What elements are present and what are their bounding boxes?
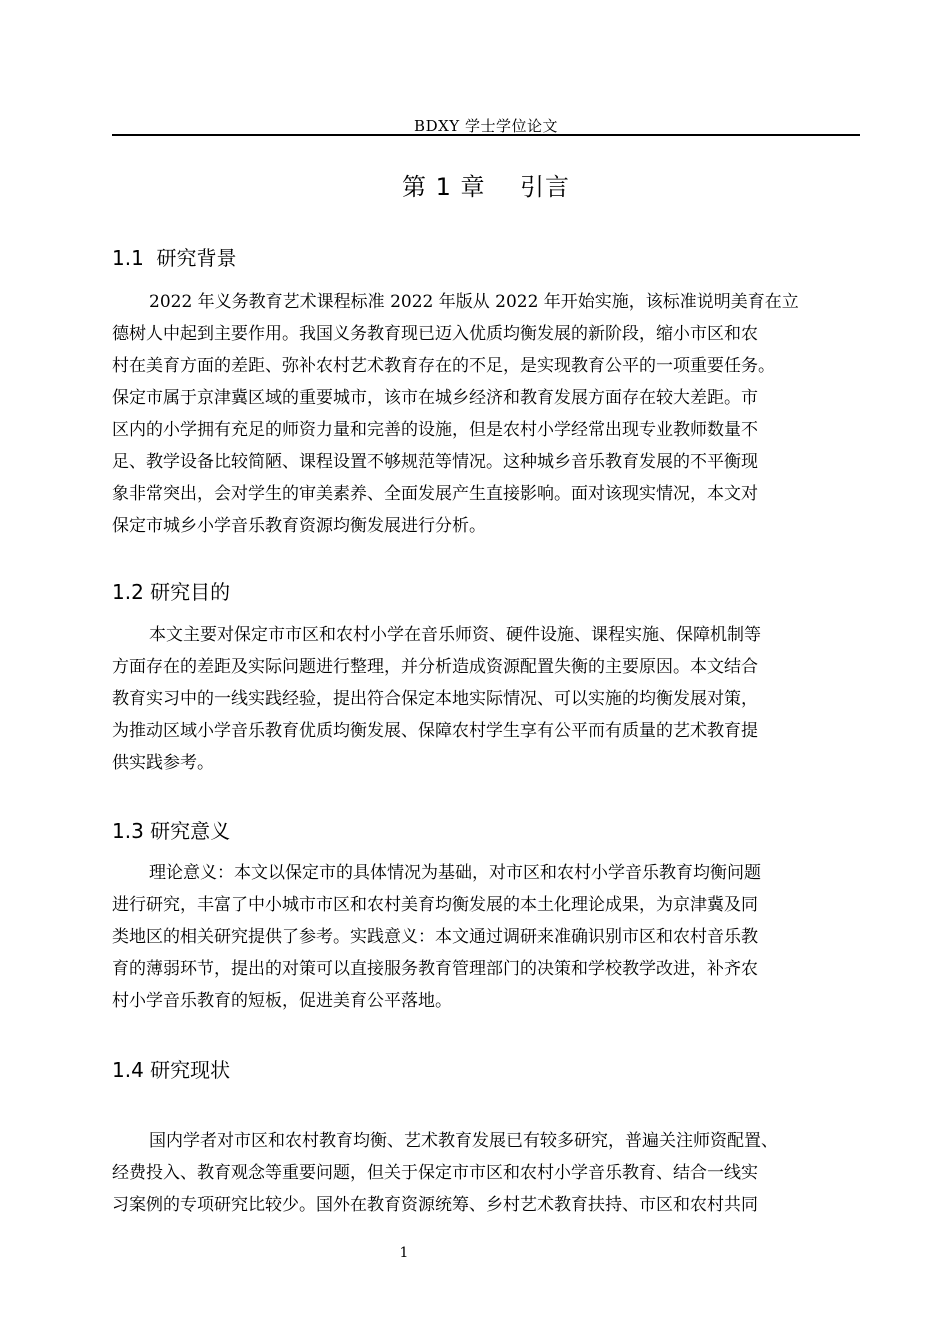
paragraph-line: 德树人中起到主要作用。我国义务教育现已迈入优质均衡发展的新阶段，缩小市区和农 (112, 324, 758, 344)
paragraph-line: 进行研究，丰富了中小城市市区和农村美育均衡发展的本土化理论成果，为京津冀及同 (112, 895, 758, 915)
paragraph-line: 本文主要对保定市市区和农村小学在音乐师资、硬件设施、课程实施、保障机制等 (149, 625, 761, 645)
paragraph-line: 保定市属于京津冀区域的重要城市，该市在城乡经济和教育发展方面存在较大差距。市 (112, 388, 758, 408)
paragraph-line: 国内学者对市区和农村教育均衡、艺术教育发展已有较多研究，普遍关注师资配置、 (149, 1131, 778, 1151)
paragraph-line: 育的薄弱环节，提出的对策可以直接服务教育管理部门的决策和学校教学改进，补齐农 (112, 959, 758, 979)
paragraph-line: 保定市城乡小学音乐教育资源均衡发展进行分析。 (112, 516, 486, 536)
paragraph-line: 为推动区域小学音乐教育优质均衡发展、保障农村学生享有公平而有质量的艺术教育提 (112, 721, 758, 741)
paragraph-purpose (112, 619, 864, 779)
header-rule (112, 134, 860, 136)
running-header: BDXY 学士学位论文 (414, 117, 558, 135)
paragraph-line: 2022 年义务教育艺术课程标准 2022 年版从 2022 年开始实施，该标准说明美育在立 (149, 292, 799, 312)
paragraph-line: 村在美育方面的差距、弥补农村艺术教育存在的不足，是实现教育公平的一项重要任务。 (112, 356, 775, 376)
paragraph-line: 村小学音乐教育的短板，促进美育公平落地。 (112, 991, 452, 1011)
paragraph-line: 经费投入、教育观念等重要问题，但关于保定市市区和农村小学音乐教育、结合一线实 (112, 1163, 758, 1183)
paragraph-line: 足、教学设备比较简陋、课程设置不够规范等情况。这种城乡音乐教育发展的不平衡现 (112, 452, 758, 472)
paragraph-line: 类地区的相关研究提供了参考。实践意义：本文通过调研来准确识别市区和农村音乐教 (112, 927, 758, 947)
paragraph-line: 教育实习中的一线实践经验，提出符合保定本地实际情况、可以实施的均衡发展对策， (112, 689, 758, 709)
chapter-title: 第 1 章 引言 (401, 173, 571, 201)
page-number: 1 (399, 1245, 409, 1261)
paragraph-line: 供实践参考。 (112, 753, 214, 773)
section-heading-status: 1.4 研究现状 (112, 1058, 231, 1082)
paragraph-significance (112, 857, 864, 1017)
paragraph-status (112, 1125, 864, 1221)
paragraph-line: 象非常突出，会对学生的审美素养、全面发展产生直接影响。面对该现实情况，本文对 (112, 484, 758, 504)
section-heading-background: 1.1 研究背景 (112, 246, 237, 270)
paragraph-background (112, 286, 864, 542)
paragraph-line: 习案例的专项研究比较少。国外在教育资源统筹、乡村艺术教育扶持、市区和农村共同 (112, 1195, 758, 1215)
section-heading-significance: 1.3 研究意义 (112, 819, 231, 843)
paragraph-line: 方面存在的差距及实际问题进行整理，并分析造成资源配置失衡的主要原因。本文结合 (112, 657, 758, 677)
section-heading-purpose: 1.2 研究目的 (112, 580, 231, 604)
paragraph-line: 理论意义：本文以保定市的具体情况为基础，对市区和农村小学音乐教育均衡问题 (149, 863, 761, 883)
paragraph-line: 区内的小学拥有充足的师资力量和完善的设施，但是农村小学经常出现专业教师数量不 (112, 420, 758, 440)
